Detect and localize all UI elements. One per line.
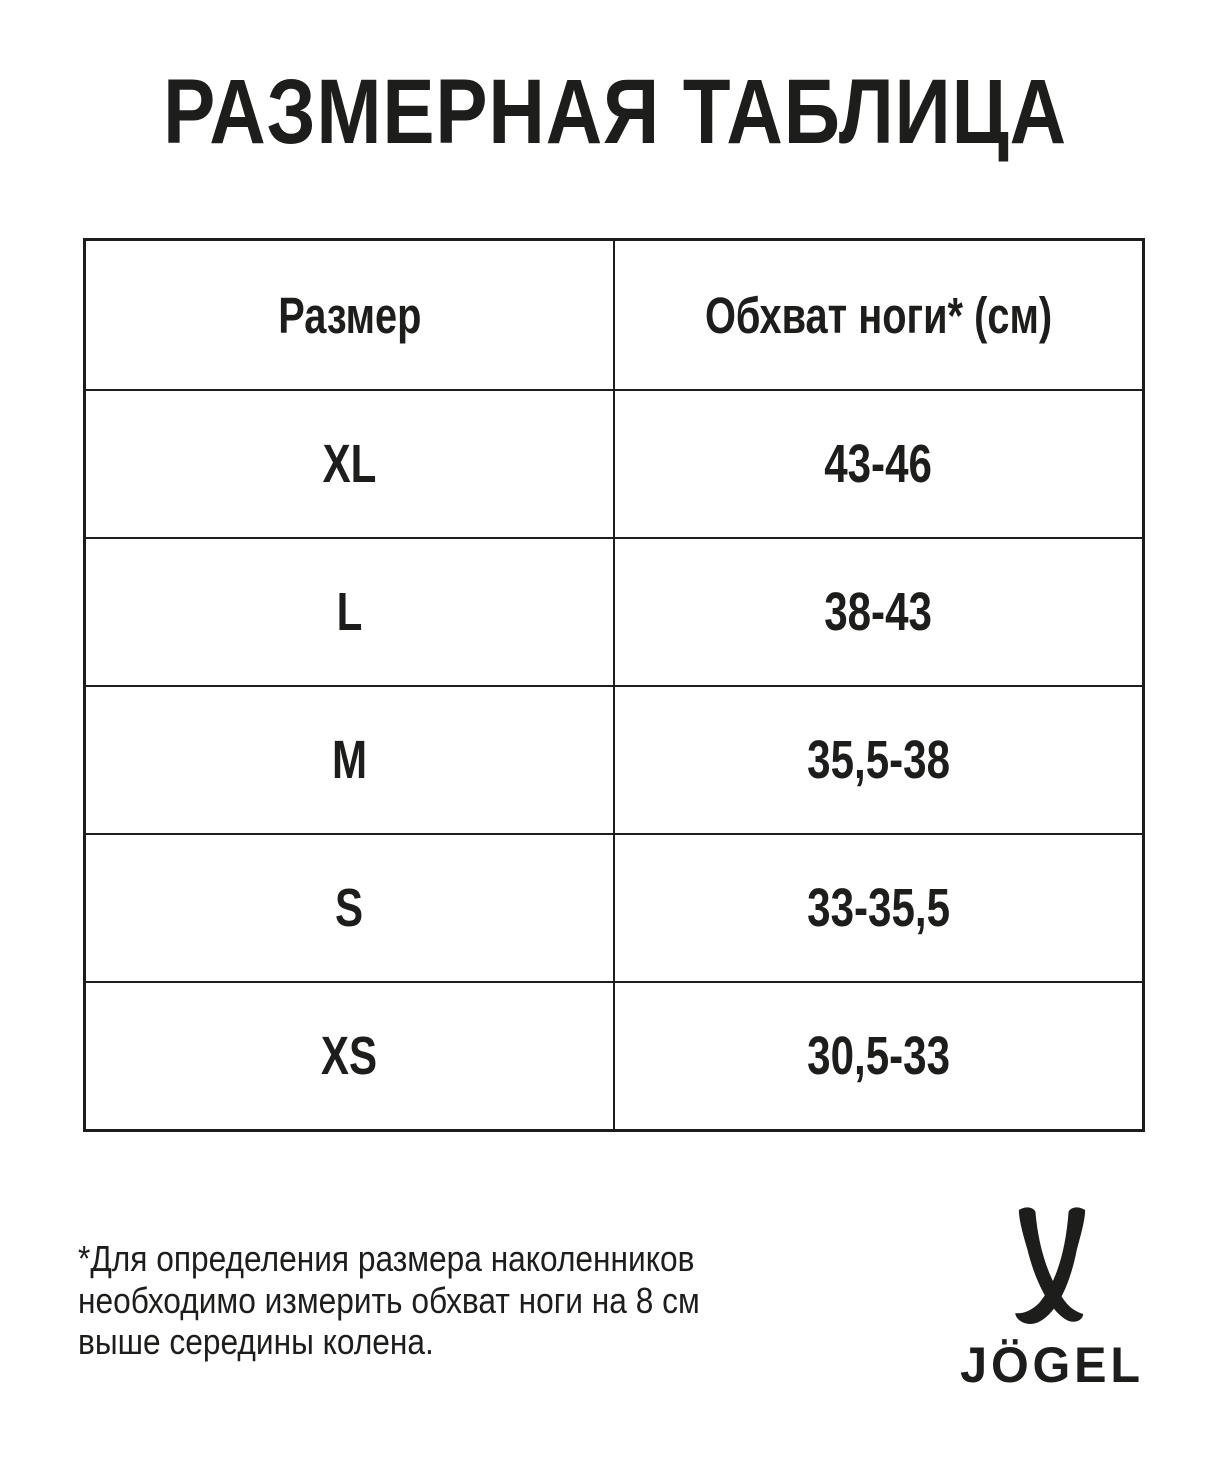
circumference-cell [614,538,1144,686]
size-value: S [335,878,364,938]
circumference-value: 33-35,5 [807,878,950,938]
footnote [78,1238,785,1363]
size-cell [85,390,615,538]
footnote-line: *Для определения размера наколенников [78,1238,695,1279]
size-cell [85,538,615,686]
jogel-logo [946,1206,1158,1393]
column-header-circumference-label: Обхват ноги* (см) [704,286,1053,344]
page-title: РАЗМЕРНАЯ ТАБЛИЦА [163,61,1067,163]
circumference-value: 30,5-33 [807,1026,950,1086]
table-row [85,686,1144,834]
circumference-cell [614,982,1144,1131]
circumference-value: 43-46 [824,434,933,494]
column-header-size [85,240,615,391]
table-row [85,982,1144,1131]
size-value: XS [321,1026,378,1086]
size-table [83,238,1145,1132]
circumference-cell [614,390,1144,538]
table-row [85,390,1144,538]
table-row [85,538,1144,686]
size-value: M [331,730,368,790]
circumference-value: 38-43 [824,582,933,642]
column-header-circumference [614,240,1144,391]
footnote-line: выше середины колена. [78,1321,434,1362]
size-cell [85,686,615,834]
jogel-wordmark: JÖGEL [960,1337,1144,1393]
table-header-row [85,240,1144,391]
jogel-crossed-v-icon [1006,1206,1098,1330]
size-value: XL [322,434,377,494]
column-header-size-label: Размер [277,286,422,344]
size-value: L [336,582,363,642]
circumference-cell [614,686,1144,834]
table-row [85,834,1144,982]
circumference-cell [614,834,1144,982]
size-cell [85,834,615,982]
footnote-line: необходимо измерить обхват ноги на 8 см [78,1279,700,1321]
size-cell [85,982,615,1131]
circumference-value: 35,5-38 [807,730,950,790]
